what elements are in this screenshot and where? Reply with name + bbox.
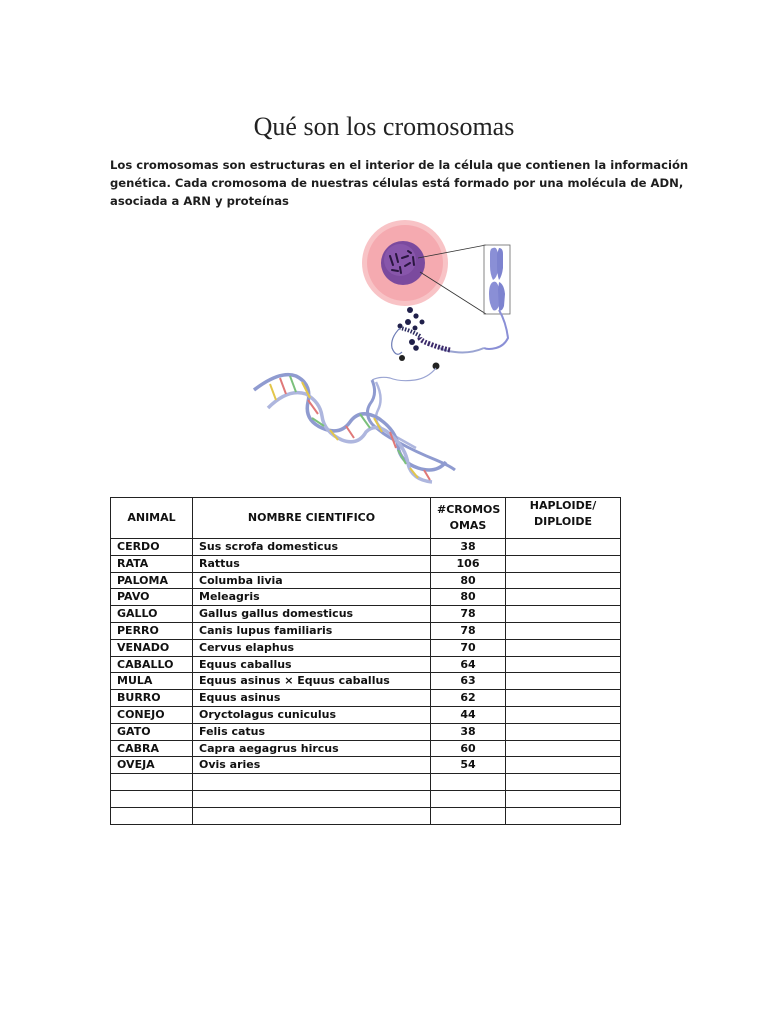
cell-scientific: Sus scrofa domesticus bbox=[193, 539, 431, 556]
chromosome-illustration bbox=[250, 218, 515, 490]
cell-ploidy[interactable] bbox=[506, 606, 621, 623]
header-ploidy-line1: HAPLOIDE/ bbox=[529, 499, 597, 512]
intro-line: asociada a ARN y proteínas bbox=[110, 194, 289, 208]
cell-ploidy[interactable] bbox=[506, 690, 621, 707]
cell-ploidy[interactable] bbox=[506, 539, 621, 556]
cell-chromosomes: 63 bbox=[431, 673, 506, 690]
cell-ploidy[interactable] bbox=[506, 589, 621, 606]
header-chromosomes bbox=[431, 498, 506, 539]
cell-animal[interactable] bbox=[111, 807, 193, 824]
table-row bbox=[111, 572, 621, 589]
cell-animal: CABRA bbox=[111, 740, 193, 757]
cell-scientific[interactable] bbox=[193, 774, 431, 791]
cell-scientific: Columba livia bbox=[193, 572, 431, 589]
cell-scientific: Oryctolagus cuniculus bbox=[193, 706, 431, 723]
cell-ploidy[interactable] bbox=[506, 673, 621, 690]
cell-chromosomes[interactable] bbox=[431, 807, 506, 824]
dna-double-helix-icon bbox=[254, 375, 455, 482]
table-row bbox=[111, 706, 621, 723]
cell-animal: CERDO bbox=[111, 539, 193, 556]
cell-ploidy[interactable] bbox=[506, 740, 621, 757]
header-animal: ANIMAL bbox=[111, 498, 193, 539]
cell-ploidy[interactable] bbox=[506, 774, 621, 791]
table-row bbox=[111, 740, 621, 757]
cell-animal: CONEJO bbox=[111, 706, 193, 723]
cell-chromosomes: 106 bbox=[431, 555, 506, 572]
cell-animal[interactable] bbox=[111, 790, 193, 807]
cell-scientific: Equus asinus bbox=[193, 690, 431, 707]
cell-ploidy[interactable] bbox=[506, 723, 621, 740]
cell-animal: MULA bbox=[111, 673, 193, 690]
cell-chromosomes: 38 bbox=[431, 539, 506, 556]
cell-animal: GALLO bbox=[111, 606, 193, 623]
cell-scientific: Cervus elaphus bbox=[193, 639, 431, 656]
cell-ploidy[interactable] bbox=[506, 622, 621, 639]
cell-animal: PERRO bbox=[111, 622, 193, 639]
cell-scientific[interactable] bbox=[193, 790, 431, 807]
cell-ploidy[interactable] bbox=[506, 706, 621, 723]
header-chromosomes-line1: #CROMOS bbox=[437, 503, 501, 516]
chromosome-table bbox=[110, 497, 621, 825]
cell-chromosomes: 78 bbox=[431, 606, 506, 623]
table-row bbox=[111, 656, 621, 673]
page-title: Qué son los cromosomas bbox=[253, 112, 515, 141]
table-row bbox=[111, 690, 621, 707]
cell-ploidy[interactable] bbox=[506, 757, 621, 774]
cell-ploidy[interactable] bbox=[506, 639, 621, 656]
header-scientific-name: NOMBRE CIENTIFICO bbox=[193, 498, 431, 539]
cell-scientific[interactable] bbox=[193, 807, 431, 824]
cell-scientific: Gallus gallus domesticus bbox=[193, 606, 431, 623]
cell-scientific: Equus asinus × Equus caballus bbox=[193, 673, 431, 690]
cell-scientific: Capra aegagrus hircus bbox=[193, 740, 431, 757]
cell-animal: CABALLO bbox=[111, 656, 193, 673]
table-row bbox=[111, 639, 621, 656]
cell-chromosomes[interactable] bbox=[431, 790, 506, 807]
cell-scientific: Ovis aries bbox=[193, 757, 431, 774]
cell-chromosomes: 60 bbox=[431, 740, 506, 757]
cell-chromosomes: 62 bbox=[431, 690, 506, 707]
table-row bbox=[111, 673, 621, 690]
cell-animal: BURRO bbox=[111, 690, 193, 707]
cell-animal: OVEJA bbox=[111, 757, 193, 774]
table-row bbox=[111, 622, 621, 639]
header-chromosomes-line2: OMAS bbox=[449, 519, 487, 532]
cell-chromosomes: 80 bbox=[431, 589, 506, 606]
table-header-row bbox=[111, 498, 621, 539]
header-ploidy bbox=[506, 498, 621, 539]
cell-animal: VENADO bbox=[111, 639, 193, 656]
intro-line: genética. Cada cromosoma de nuestras células está formado por una molécula de ADN, bbox=[110, 176, 684, 190]
cell-ploidy[interactable] bbox=[506, 807, 621, 824]
table-row bbox=[111, 757, 621, 774]
table-row bbox=[111, 539, 621, 556]
cell-animal: RATA bbox=[111, 555, 193, 572]
table-row-empty bbox=[111, 774, 621, 791]
table-row bbox=[111, 723, 621, 740]
chromosome-icon bbox=[484, 248, 508, 349]
cell-chromosomes: 70 bbox=[431, 639, 506, 656]
cell-ploidy[interactable] bbox=[506, 790, 621, 807]
cell-ploidy[interactable] bbox=[506, 656, 621, 673]
cell-chromosomes: 54 bbox=[431, 757, 506, 774]
intro-paragraph bbox=[110, 156, 689, 210]
cell-nucleus-icon bbox=[362, 220, 448, 306]
cell-chromosomes: 78 bbox=[431, 622, 506, 639]
cell-animal: GATO bbox=[111, 723, 193, 740]
cell-chromosomes: 64 bbox=[431, 656, 506, 673]
cell-chromosomes: 80 bbox=[431, 572, 506, 589]
table-row-empty bbox=[111, 807, 621, 824]
table-row-empty bbox=[111, 790, 621, 807]
cell-scientific: Meleagris bbox=[193, 589, 431, 606]
cell-scientific: Felis catus bbox=[193, 723, 431, 740]
cell-animal: PALOMA bbox=[111, 572, 193, 589]
cell-scientific: Rattus bbox=[193, 555, 431, 572]
cell-scientific: Equus caballus bbox=[193, 656, 431, 673]
table-row bbox=[111, 606, 621, 623]
cell-animal: PAVO bbox=[111, 589, 193, 606]
header-ploidy-line2: DIPLOIDE bbox=[534, 515, 592, 528]
chromatin-icon bbox=[372, 307, 484, 381]
cell-ploidy[interactable] bbox=[506, 572, 621, 589]
intro-line: Los cromosomas son estructuras en el interior de la célula que contienen la información bbox=[110, 158, 689, 172]
cell-chromosomes: 44 bbox=[431, 706, 506, 723]
cell-animal[interactable] bbox=[111, 774, 193, 791]
cell-ploidy[interactable] bbox=[506, 555, 621, 572]
cell-chromosomes[interactable] bbox=[431, 774, 506, 791]
cell-chromosomes: 38 bbox=[431, 723, 506, 740]
table-row bbox=[111, 589, 621, 606]
cell-scientific: Canis lupus familiaris bbox=[193, 622, 431, 639]
table-row bbox=[111, 555, 621, 572]
